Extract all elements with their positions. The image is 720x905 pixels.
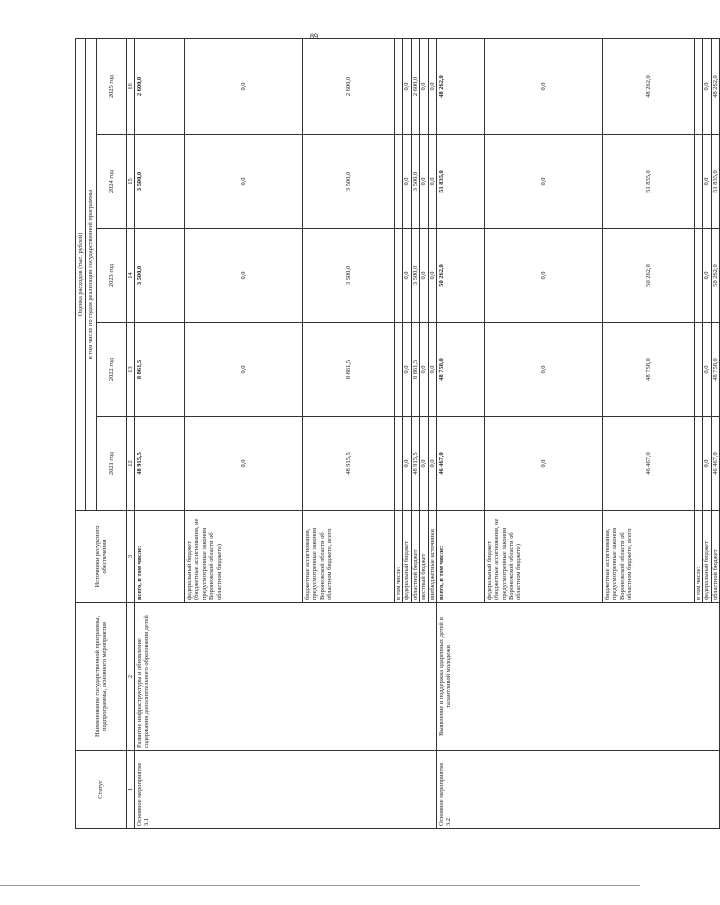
incl-label: в том числе: [395,511,403,603]
source-row: федеральный бюджет [703,511,711,603]
value-cell: 0,0 [484,229,602,323]
bottom-divider [0,885,640,886]
value-cell: 0,0 [428,417,436,511]
value-cell: 3 500,0 [411,135,419,229]
value-cell: 3 500,0 [303,135,395,229]
value-cell: 0,0 [185,417,303,511]
value-cell: 0,0 [428,323,436,417]
value-cell: 0,0 [703,229,711,323]
header-year: 2022 год [96,323,126,417]
value-cell: 0,0 [484,135,602,229]
page-number: 89 [310,32,318,41]
header-year: 2024 год [96,135,126,229]
header-year: 2021 год [96,417,126,511]
value-cell: 46 467,0 [436,417,484,511]
value-cell: 48 915,5 [303,417,395,511]
header-status: Статус [76,751,127,829]
value-cell: 48 262,0 [711,38,719,134]
value-cell: 0,0 [428,38,436,134]
value-cell: 0,0 [420,417,428,511]
value-cell: 48 915,5 [135,417,185,511]
measure-name: Выявление и поддержка одаренных детей и талантливой молодежи [436,603,719,751]
value-cell: 0,0 [185,135,303,229]
value-cell: 3 500,0 [135,135,185,229]
value-cell: 0,0 [185,38,303,134]
budget-table [75,38,720,829]
value-cell: 0,0 [403,229,411,323]
col-num: 14 [126,229,134,323]
value-cell: 48 262,0 [602,38,694,134]
value-cell: 0,0 [185,323,303,417]
value-cell: 46 467,0 [711,417,719,511]
col-num: 16 [126,38,134,134]
value-cell: 0,0 [185,229,303,323]
rotated-table-wrapper [75,39,719,829]
source-row: областной бюджет [711,511,719,603]
source-total: всего, в том числе: [135,511,185,603]
value-cell: 0,0 [703,38,711,134]
value-cell: 48 758,0 [711,323,719,417]
col-num: 15 [126,135,134,229]
col-num: 12 [126,417,134,511]
source-row: местный бюджет [420,511,428,603]
value-cell: 3 500,0 [135,229,185,323]
value-cell: 51 835,0 [711,135,719,229]
value-cell: 48 262,0 [436,38,484,134]
value-cell: 50 262,0 [602,229,694,323]
value-cell: 0,0 [428,135,436,229]
status-cell: Основное мероприятие 3.1 [135,751,437,829]
col-num: 3 [126,511,134,603]
header-years-caption: в том числе по годам реализации государственной программы [86,38,96,510]
value-cell: 0,0 [703,135,711,229]
source-row: областной бюджет [411,511,419,603]
value-cell: 51 835,0 [436,135,484,229]
header-source: Источники ресурсного обеспечения [76,511,127,603]
value-cell: 8 861,5 [303,323,395,417]
value-cell: 0,0 [428,229,436,323]
header-name: Наименование государственной программы, подпрограммы, основного мероприятия [76,603,127,751]
value-cell: 3 500,0 [303,229,395,323]
header-year: 2023 год [96,229,126,323]
header-estimate: Оценка расходов (тыс. рублей) [76,38,86,510]
value-cell: 51 835,0 [602,135,694,229]
header-year: 2025 год [96,38,126,134]
col-num: 13 [126,323,134,417]
source-federal-unplanned: федеральный бюджет (бюджетные ассигнования, не предусмотренные законом Воронежской области об областном бюджете) [185,511,303,603]
value-cell: 0,0 [420,38,428,134]
value-cell: 0,0 [403,38,411,134]
col-num: 2 [126,603,134,751]
value-cell: 50 262,0 [711,229,719,323]
value-cell: 0,0 [484,323,602,417]
value-cell: 0,0 [420,323,428,417]
value-cell: 48 758,0 [436,323,484,417]
value-cell: 2 600,0 [411,38,419,134]
source-federal-unplanned: федеральный бюджет (бюджетные ассигнования, не предусмотренные законом Воронежской области об областном бюджете) [484,511,602,603]
value-cell: 0,0 [403,417,411,511]
value-cell: 48 758,0 [602,323,694,417]
value-cell: 8 861,5 [411,323,419,417]
incl-label: в том числе: [694,511,702,603]
value-cell: 0,0 [703,417,711,511]
source-planned: бюджетные ассигнования, предусмотренные законом Воронежской области об областном бюджете, всего [303,511,395,603]
status-cell: Основное мероприятие 3.2 [436,751,719,829]
value-cell: 2 600,0 [303,38,395,134]
measure-name: Развитие инфраструктуры и обновление содержания дополнительного образования детей [135,603,437,751]
source-row: внебюджетные источники [428,511,436,603]
value-cell: 0,0 [703,323,711,417]
value-cell: 0,0 [420,135,428,229]
source-row: федеральный бюджет [403,511,411,603]
value-cell: 0,0 [403,323,411,417]
source-planned: бюджетные ассигнования, предусмотренные законом Воронежской области об областном бюджете, всего [602,511,694,603]
value-cell: 0,0 [403,135,411,229]
value-cell: 3 500,0 [411,229,419,323]
value-cell: 2 600,0 [135,38,185,134]
col-num: 1 [126,751,134,829]
value-cell: 8 861,5 [135,323,185,417]
source-total: всего, в том числе: [436,511,484,603]
value-cell: 0,0 [420,229,428,323]
value-cell: 46 467,0 [602,417,694,511]
value-cell: 48 915,5 [411,417,419,511]
value-cell: 0,0 [484,417,602,511]
value-cell: 50 262,0 [436,229,484,323]
value-cell: 0,0 [484,38,602,134]
